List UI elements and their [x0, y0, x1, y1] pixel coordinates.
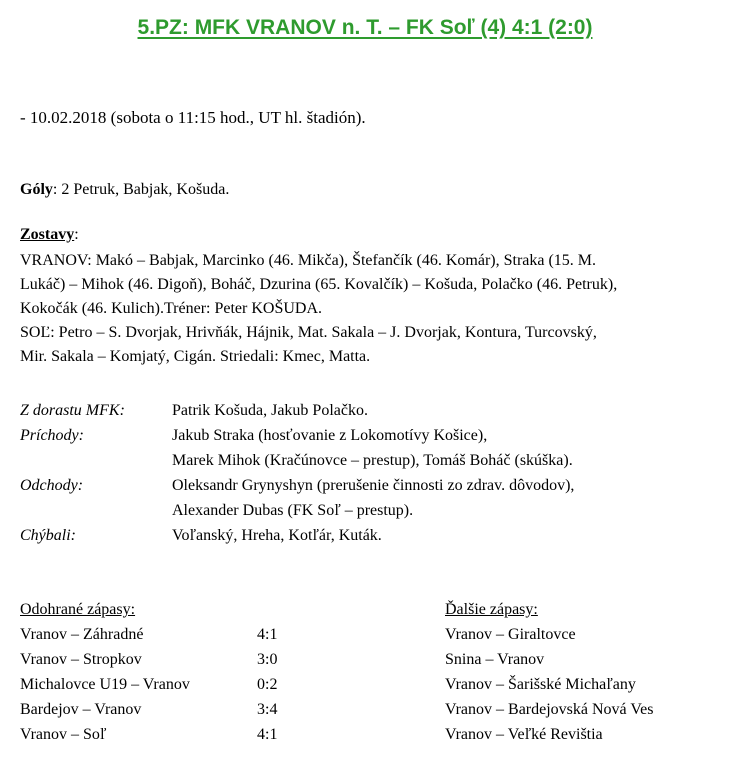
upcoming-match: Vranov – Bardejovská Nová Ves: [445, 701, 654, 718]
upcoming-match: Vranov – Šarišské Michaľany: [445, 676, 636, 693]
upcoming-match: Vranov – Veľké Revištia: [445, 726, 603, 743]
played-matches-heading: Odohrané zápasy:: [20, 601, 136, 618]
goals-text: : 2 Petruk, Babjak, Košuda.: [52, 181, 230, 198]
played-match-teams: Vranov – Soľ: [20, 726, 107, 743]
played-match-score: 4:1: [257, 726, 278, 743]
upcoming-match: Snina – Vranov: [445, 651, 545, 668]
youth-label: Z dorastu MFK:: [20, 402, 125, 419]
lineups-heading: [20, 226, 79, 244]
arrivals-value: Jakub Straka (hosťovanie z Lokomotívy Košice),: [172, 427, 488, 444]
missing-value: Voľanský, Hreha, Kotľár, Kuták.: [172, 527, 382, 544]
departures-label: Odchody:: [20, 477, 84, 494]
goals-line: [20, 181, 229, 199]
played-match-score: 3:4: [257, 701, 278, 718]
played-match-score: 3:0: [257, 651, 278, 668]
played-match-teams: Vranov – Stropkov: [20, 651, 142, 668]
vranov-lineup-line: Kokočák (46. Kulich).Tréner: Peter KOŠUDA.: [20, 300, 323, 317]
match-date-line: - 10.02.2018 (sobota o 11:15 hod., UT hl. štadión).: [20, 108, 366, 127]
played-match-teams: Vranov – Záhradné: [20, 626, 144, 643]
goals-label: Góly: [20, 181, 53, 198]
played-match-teams: Bardejov – Vranov: [20, 701, 142, 718]
sol-lineup-line: Mir. Sakala – Komjatý, Cigán. Striedali: Kmec, Matta.: [20, 348, 371, 365]
played-match-score: 0:2: [257, 676, 278, 693]
lineups-colon: :: [74, 226, 79, 243]
played-match-teams: Michalovce U19 – Vranov: [20, 676, 190, 693]
page-title: 5.PZ: MFK VRANOV n. T. – FK Soľ (4) 4:1 (2:0): [137, 16, 593, 39]
upcoming-matches-heading: Ďalšie zápasy:: [445, 601, 538, 618]
lineups-label: Zostavy: [20, 226, 75, 243]
vranov-lineup-line: VRANOV: Makó – Babjak, Marcinko (46. Mikča), Štefančík (46. Komár), Straka (15. M.: [20, 252, 597, 269]
vranov-lineup-line: Lukáč) – Mihok (46. Digoň), Boháč, Dzurina (65. Kovalčík) – Košuda, Polačko (46. Petruk),: [20, 276, 618, 293]
upcoming-match: Vranov – Giraltovce: [445, 626, 576, 643]
lineups-block: [20, 249, 720, 369]
missing-label: Chýbali:: [20, 527, 76, 544]
departures-value: Oleksandr Grynyshyn (prerušenie činnosti zo zdrav. dôvodov),: [172, 477, 575, 494]
arrivals-value: Marek Mihok (Kračúnovce – prestup), Tomáš Boháč (skúška).: [172, 452, 573, 469]
arrivals-label: Príchody:: [20, 427, 84, 444]
sol-lineup-line: SOĽ: Petro – S. Dvorjak, Hrivňák, Hájnik, Mat. Sakala – J. Dvorjak, Kontura, Turcovský,: [20, 324, 597, 341]
youth-value: Patrik Košuda, Jakub Polačko.: [172, 402, 368, 419]
played-match-score: 4:1: [257, 626, 278, 643]
departures-value: Alexander Dubas (FK Soľ – prestup).: [172, 502, 414, 519]
